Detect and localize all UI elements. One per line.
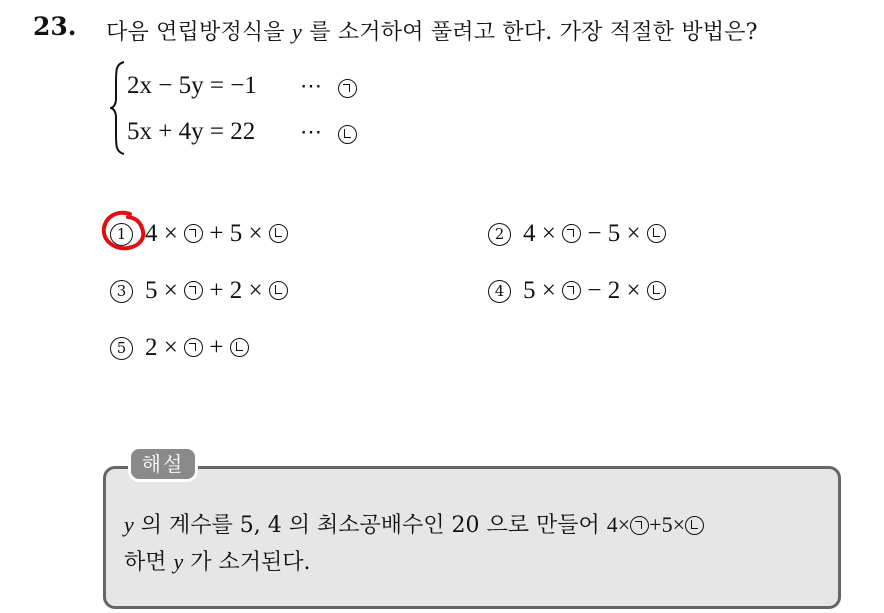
circled-nieun-icon	[230, 338, 249, 357]
choice-expression: 2 × +	[145, 334, 249, 361]
choice-expression: 5 × − 2 ×	[523, 277, 666, 304]
choice-4[interactable]	[488, 277, 666, 305]
circled-giyeok-icon	[184, 338, 203, 357]
circled-giyeok-icon	[184, 224, 203, 243]
equation-1: 2x − 5y = −1	[127, 72, 257, 99]
solution-line-1	[124, 508, 704, 539]
circled-giyeok-icon	[562, 224, 581, 243]
circled-giyeok-icon	[184, 281, 203, 300]
solution-expression: 4× +5×	[607, 512, 704, 537]
choice-number: 5	[110, 337, 133, 360]
selected-answer-circle	[100, 208, 150, 252]
circled-giyeok-icon	[630, 516, 649, 535]
solution-tag: 해설	[128, 446, 198, 482]
choice-3[interactable]	[110, 277, 288, 305]
choice-expression: 5 × + 2 ×	[145, 277, 288, 304]
circled-giyeok-icon	[562, 281, 581, 300]
choice-number: 2	[488, 223, 511, 246]
question-variable: y	[292, 19, 302, 44]
equation-2-dots: ⋯	[300, 119, 325, 144]
circled-nieun-icon	[685, 516, 704, 535]
equation-1-dots: ⋯	[300, 73, 325, 98]
equation-1-mark-giyeok	[338, 79, 357, 99]
equation-2: 5x + 4y = 22	[127, 118, 256, 145]
question-text	[106, 15, 758, 46]
system-brace	[110, 60, 126, 156]
choice-expression: 4 × − 5 ×	[523, 220, 666, 247]
choice-2[interactable]	[488, 220, 666, 248]
solution-line-2	[124, 545, 311, 576]
circled-nieun-icon	[269, 224, 288, 243]
circled-nieun-icon	[647, 224, 666, 243]
solution-variable: y	[124, 512, 134, 537]
choice-number: 3	[110, 280, 133, 303]
solution-text: 의 계수를 5, 4 의 최소공배수인 20 으로 만들어	[140, 513, 600, 538]
solution-variable: y	[173, 549, 184, 574]
choice-expression: 4 × + 5 ×	[145, 220, 288, 247]
solution-text-before: 하면	[124, 550, 167, 575]
choice-5[interactable]	[110, 334, 249, 362]
equation-2-mark-nieun	[338, 125, 357, 145]
circled-nieun-icon	[647, 281, 666, 300]
circled-nieun-icon	[269, 281, 288, 300]
question-text-after: 를 소거하여 풀려고 한다. 가장 적절한 방법은?	[309, 20, 758, 45]
solution-text-after: 가 소거된다.	[190, 550, 311, 575]
choice-number: 4	[488, 280, 511, 303]
question-number: 23.	[33, 12, 77, 41]
question-text-before: 다음 연립방정식을	[106, 20, 285, 45]
choice-number: 1	[110, 223, 133, 246]
